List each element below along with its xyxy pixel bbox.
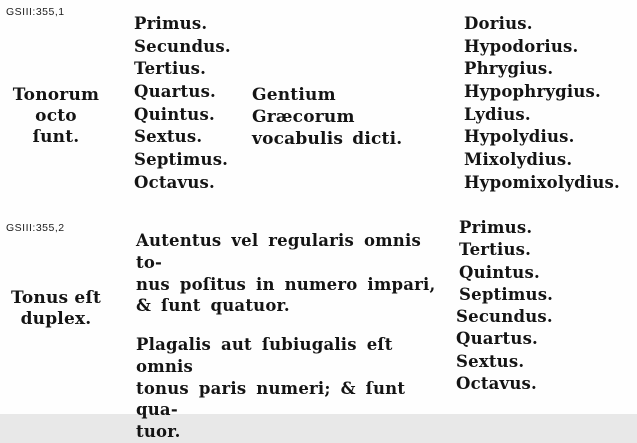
list-item: Hypomixolydius.: [464, 172, 620, 192]
list-item: Septimus.: [134, 150, 229, 170]
paragraph-line: tuor.: [136, 422, 181, 442]
list-item: Quartus.: [134, 82, 217, 102]
list-item: Septimus.: [459, 284, 554, 304]
subject-term-tonus: [10, 288, 102, 330]
reference-label-1: GSIII:355,1: [6, 6, 65, 18]
list-item: Hypolydius.: [464, 127, 575, 147]
brace-close-icon: [609, 11, 632, 203]
list-item: Octavus.: [456, 373, 537, 393]
list-item: Mixolydius.: [464, 150, 573, 170]
list-item: Secundus.: [456, 307, 553, 326]
list-item: Dorius.: [464, 14, 533, 33]
reference-label-2: GSIII:355,2: [6, 222, 65, 234]
list-item: Sextus.: [134, 127, 203, 147]
subject-term-line: Tonus eſt: [10, 288, 102, 308]
authentic-tone-list: [459, 217, 553, 306]
subject-term-line: Tonorum: [12, 85, 100, 105]
list-item: Sextus.: [456, 351, 525, 371]
list-item: Tertius.: [459, 240, 532, 260]
paragraph-line: Autentus vel regularis omnis to-: [136, 231, 421, 272]
paragraph-line: tonus paris numeri; & ſunt qua-: [136, 378, 406, 420]
brace-open-icon: [103, 218, 127, 402]
list-item: Lydius.: [464, 104, 531, 124]
paragraph-line: Plagalis aut ſubiugalis eſt omnis: [136, 335, 393, 376]
brace-open-icon: [102, 12, 128, 200]
subject-term-tonorum: [10, 85, 102, 148]
list-item: Primus.: [459, 218, 533, 237]
brace-open-icon: [434, 213, 453, 299]
list-item: Primus.: [134, 14, 208, 33]
list-item: Octavus.: [134, 172, 215, 192]
brace-close-icon: [213, 12, 239, 200]
caption-line: Gentium Græcorum: [252, 85, 355, 127]
authentic-tone-paragraph: [136, 230, 436, 317]
list-item: Quintus.: [459, 262, 540, 282]
list-item: Quintus.: [134, 104, 215, 124]
paragraph-line: & ſunt quatuor.: [136, 296, 290, 316]
greek-mode-list: [464, 13, 620, 195]
plagal-tone-list: [456, 306, 553, 395]
caption-line: vocabulis dicti.: [252, 129, 403, 149]
gentium-caption: [252, 84, 437, 150]
list-item: Phrygius.: [464, 59, 554, 79]
brace-open-icon: [437, 11, 458, 203]
plagal-tone-paragraph: [136, 334, 436, 443]
list-item: Quartus.: [456, 329, 539, 349]
subject-term-line: octo ſunt.: [32, 106, 80, 147]
paragraph-line: nus poſitus in numero impari,: [136, 274, 436, 294]
brace-open-icon: [429, 301, 451, 400]
list-item: Secundus.: [134, 36, 231, 56]
list-item: Hypophrygius.: [464, 82, 601, 102]
subject-term-line: duplex.: [20, 309, 92, 329]
list-item: Hypodorius.: [464, 36, 579, 56]
list-item: Tertius.: [134, 59, 207, 79]
